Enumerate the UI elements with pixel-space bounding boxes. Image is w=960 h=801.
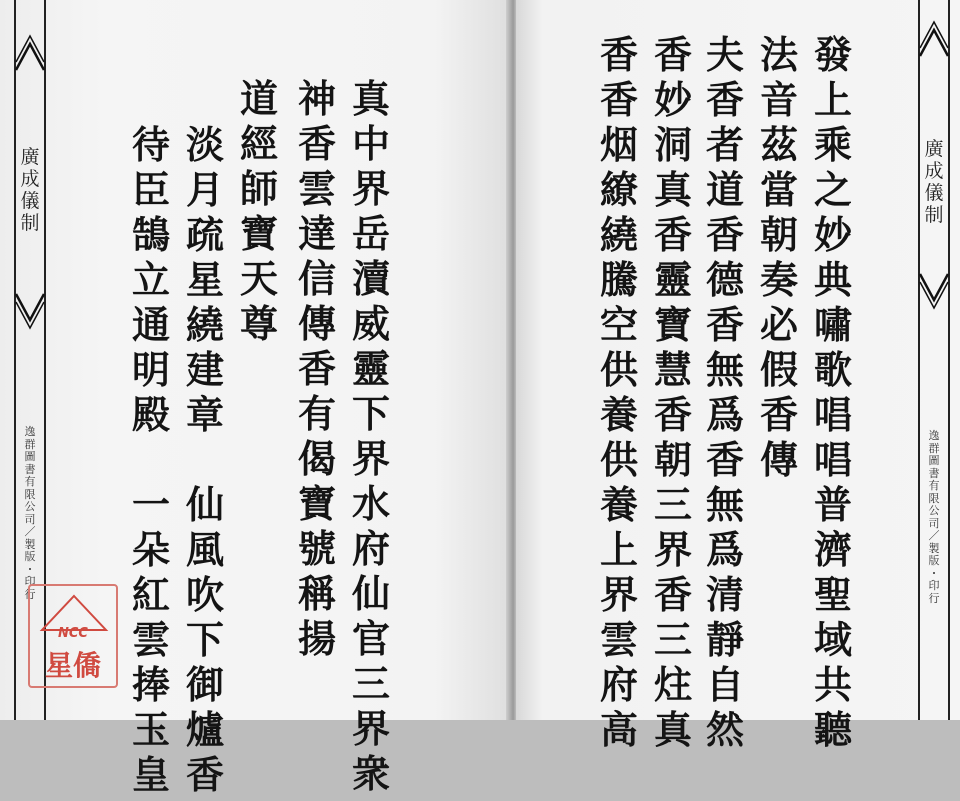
left-column-2: 神 香 雲 達 信 傳 香 有 偈 寶 號 稱 揚 xyxy=(297,76,336,661)
right-column-3: 夫 香 者 道 香 德 香 無 爲 香 無 爲 清 靜 自 然 xyxy=(705,32,744,752)
right-column-1: 發 上 乘 之 妙 典 嘯 歌 唱 唱 普 濟 聖 域 共 聽 xyxy=(813,32,852,752)
seal-name: 星僑 xyxy=(44,649,101,682)
right-column-5: 香 香 烟 繚 繞 騰 空 供 養 供 養 上 界 雲 府 高 xyxy=(599,32,638,752)
left-column-1: 真 中 界 岳 瀆 威 靈 下 界 水 府 仙 官 三 界 衆 xyxy=(351,76,390,796)
right-column-2: 法 音 茲 當 朝 奏 必 假 香 傳 xyxy=(759,32,798,482)
bottom-chevron-icon xyxy=(14,292,46,326)
right-frame-inner xyxy=(918,0,920,720)
seal-label: NCC xyxy=(58,626,88,641)
left-column-4: 淡 月 疏 星 繞 建 章 仙 風 吹 下 御 爐 香 xyxy=(185,122,224,797)
right-publisher-imprint: 逸 群 圖 書 有 限 公 司 ／ 製 版 ・ 印 行 xyxy=(928,429,940,605)
watermark-seal xyxy=(28,584,118,688)
right-frame-outer xyxy=(948,0,950,720)
left-running-title: 廣 成 儀 制 xyxy=(20,146,40,234)
top-chevron-icon xyxy=(14,38,46,72)
left-column-3: 道 經 師 寶 天 尊 xyxy=(239,76,278,346)
left-column-5: 待 臣 鵠 立 通 明 殿 一 朵 紅 雲 捧 玉 皇 xyxy=(131,122,170,797)
top-chevron-icon-right xyxy=(918,24,950,58)
left-frame-outer xyxy=(14,0,16,720)
bottom-chevron-icon-right xyxy=(918,272,950,306)
right-running-title: 廣 成 儀 制 xyxy=(924,138,944,226)
right-page xyxy=(516,0,960,752)
left-publisher-imprint: 逸 群 圖 書 有 限 公 司 ／ 製 版 ・ 印 行 xyxy=(24,425,36,601)
right-column-4: 香 妙 洞 真 香 靈 寶 慧 香 朝 三 界 香 三 炷 真 xyxy=(653,32,692,752)
